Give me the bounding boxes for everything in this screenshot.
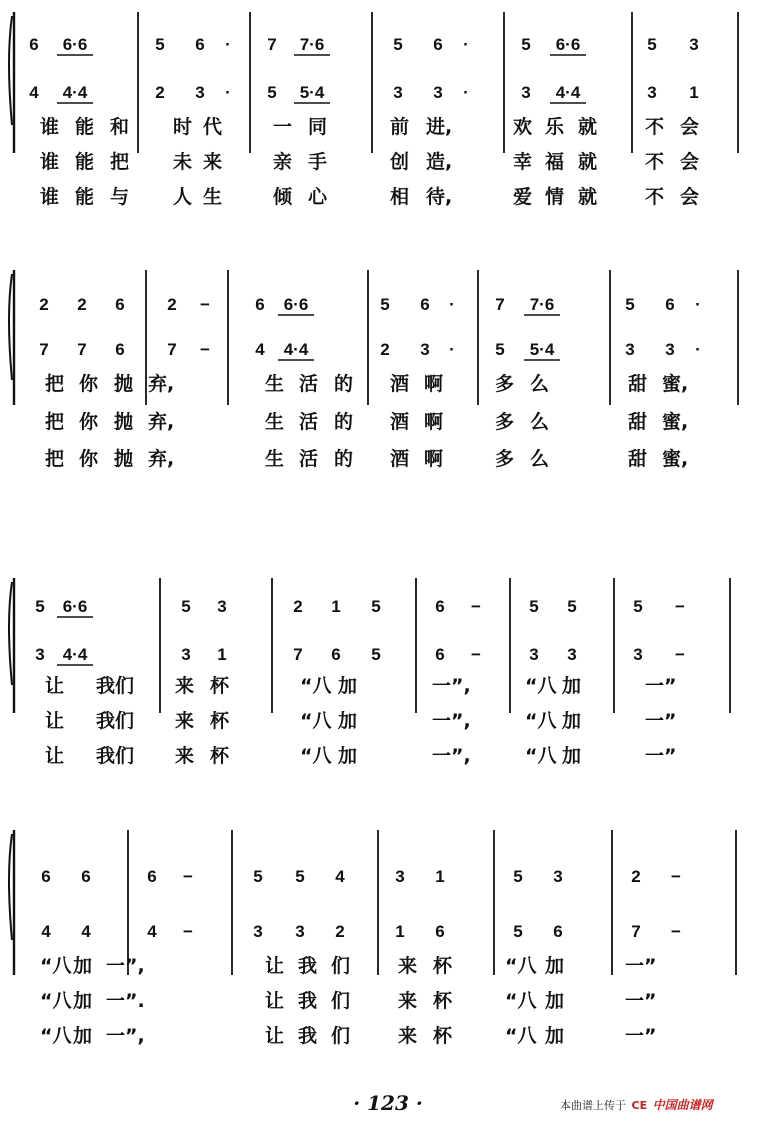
lyric-syllable: 会	[680, 116, 700, 138]
upper-note: 5	[625, 295, 635, 314]
lower-note: −	[671, 922, 681, 941]
lower-note: −	[471, 645, 481, 664]
upper-note: 5	[633, 597, 643, 616]
lyric-syllable: 让	[265, 1025, 285, 1047]
system-brace	[9, 834, 12, 940]
watermark	[560, 1096, 713, 1113]
lyric-syllable: 待,	[426, 186, 453, 208]
upper-note: 5	[380, 295, 390, 314]
upper-note: 7·6	[529, 295, 555, 314]
lyric-syllable: “八	[505, 1025, 537, 1047]
upper-note: 5	[371, 597, 381, 616]
lower-note: −	[675, 645, 685, 664]
lyric-syllable: 一”	[645, 745, 677, 767]
lyric-syllable: 酒	[390, 411, 410, 433]
lyric-syllable: 人	[173, 186, 193, 208]
lyric-syllable: 乐	[545, 116, 565, 138]
lyric-syllable: 让	[45, 675, 65, 697]
lyric-syllable: “八	[525, 745, 557, 767]
lyric-syllable: 甜	[628, 448, 648, 470]
upper-note: 6	[81, 867, 91, 886]
lyric-syllable: 我们	[96, 745, 135, 767]
lyric-syllable: 相	[390, 186, 410, 208]
upper-note: −	[471, 597, 481, 616]
upper-note: 5	[295, 867, 305, 886]
lyric-syllable: 一”,	[432, 745, 471, 767]
lyric-syllable: 手	[308, 151, 328, 173]
system-1	[9, 12, 738, 208]
lower-note: 4·4	[62, 645, 88, 664]
upper-note: 2	[39, 295, 49, 314]
lyric-syllable: 生	[265, 373, 285, 395]
lyric-syllable: 一”,	[106, 1025, 145, 1047]
lyric-syllable: 么	[530, 448, 550, 470]
upper-note: 2	[293, 597, 303, 616]
lyric-syllable: 同	[308, 116, 328, 138]
lyric-syllable: 一”,	[432, 675, 471, 697]
lyric-syllable: 多	[495, 448, 515, 470]
lower-note: 3	[420, 340, 430, 359]
lyric-syllable: 会	[680, 151, 700, 173]
lyric-syllable: 亲	[273, 151, 293, 173]
upper-note: 4	[335, 867, 345, 886]
upper-note: 7	[267, 35, 277, 54]
lyric-syllable: 杯	[210, 745, 230, 767]
lyric-syllable: “八	[505, 955, 537, 977]
lower-note: 5	[513, 922, 523, 941]
lyric-syllable: 我们	[96, 675, 135, 697]
lyric-syllable: 把	[45, 373, 65, 395]
lyric-syllable: 加	[562, 745, 582, 767]
lyric-syllable: 活	[299, 373, 319, 395]
lower-note: 4	[255, 340, 265, 359]
system-brace	[9, 274, 12, 380]
lyric-syllable: “八	[300, 745, 332, 767]
lower-note: 5	[267, 83, 277, 102]
lower-note: −	[200, 340, 210, 359]
upper-note: 7	[495, 295, 505, 314]
upper-note: 6	[255, 295, 265, 314]
lower-note: 1	[689, 83, 699, 102]
lyric-syllable: “八	[40, 955, 72, 977]
upper-note: 5	[529, 597, 539, 616]
lyric-syllable: “八	[525, 675, 557, 697]
lower-note: ·	[463, 83, 469, 102]
system-brace	[9, 582, 12, 685]
upper-note: 5	[393, 35, 403, 54]
lyric-syllable: 加	[73, 990, 93, 1012]
lyric-syllable: 一”,	[106, 955, 145, 977]
lyric-syllable: 让	[45, 745, 65, 767]
lower-note: 3	[393, 83, 403, 102]
system-brace	[9, 16, 12, 125]
lyric-syllable: 就	[578, 186, 598, 208]
upper-note: −	[183, 867, 193, 886]
lower-note: 6	[435, 922, 445, 941]
upper-note: 5	[567, 597, 577, 616]
lyric-syllable: 一”	[625, 990, 657, 1012]
lower-note: 3	[665, 340, 675, 359]
upper-note: 6	[420, 295, 430, 314]
lyric-syllable: 们	[331, 990, 351, 1012]
lower-note: 4	[81, 922, 91, 941]
lyric-syllable: 来	[203, 151, 223, 173]
lyric-syllable: 加	[338, 710, 358, 732]
lyric-syllable: 弃,	[148, 373, 175, 395]
lyric-syllable: 不	[645, 151, 665, 173]
lyric-syllable: 前	[390, 116, 410, 138]
lyric-syllable: “八	[300, 710, 332, 732]
lower-note: 3	[529, 645, 539, 664]
lower-note: 3	[253, 922, 263, 941]
upper-note: 6·6	[555, 35, 581, 54]
lyric-syllable: 们	[331, 955, 351, 977]
lyric-syllable: 多	[495, 373, 515, 395]
lyric-syllable: 一	[273, 116, 293, 138]
lyric-syllable: 加	[562, 675, 582, 697]
upper-note: ·	[695, 295, 701, 314]
lyric-syllable: 蜜,	[662, 448, 689, 470]
lyric-syllable: 生	[265, 448, 285, 470]
system-4	[9, 830, 736, 1047]
lower-note: 6	[553, 922, 563, 941]
upper-note: −	[200, 295, 210, 314]
lyric-syllable: 生	[203, 186, 223, 208]
lyric-syllable: “八	[300, 675, 332, 697]
lyric-syllable: 活	[299, 411, 319, 433]
lyric-syllable: 啊	[424, 411, 444, 433]
lyric-syllable: 不	[645, 116, 665, 138]
lyric-syllable: 把	[45, 448, 65, 470]
lyric-syllable: 蜜,	[662, 373, 689, 395]
lower-note: 2	[380, 340, 390, 359]
lyric-syllable: 酒	[390, 448, 410, 470]
lyric-syllable: 心	[308, 186, 328, 208]
lower-note: 1	[395, 922, 405, 941]
lyric-syllable: 的	[334, 373, 354, 395]
lyric-syllable: 加	[73, 1025, 93, 1047]
lyric-syllable: 和	[110, 116, 130, 138]
lyric-syllable: 弃,	[148, 448, 175, 470]
upper-note: ·	[463, 35, 469, 54]
upper-note: 5	[647, 35, 657, 54]
watermark-prefix: 本曲谱上传于	[560, 1099, 626, 1112]
upper-note: 6	[195, 35, 205, 54]
lower-note: 7	[631, 922, 641, 941]
lower-note: 6	[331, 645, 341, 664]
site-logo-icon: CE	[631, 1099, 648, 1112]
upper-note: −	[675, 597, 685, 616]
lyric-syllable: 多	[495, 411, 515, 433]
lyric-syllable: 活	[299, 448, 319, 470]
lower-note: 5	[495, 340, 505, 359]
upper-note: 2	[167, 295, 177, 314]
lyric-syllable: 加	[545, 1025, 565, 1047]
lower-note: 3	[521, 83, 531, 102]
upper-note: 6	[433, 35, 443, 54]
lyric-syllable: 加	[545, 955, 565, 977]
lyric-syllable: 就	[578, 116, 598, 138]
lower-note: 6	[435, 645, 445, 664]
lyric-syllable: 加	[73, 955, 93, 977]
upper-note: 3	[217, 597, 227, 616]
upper-note: 3	[553, 867, 563, 886]
lower-note: 3	[295, 922, 305, 941]
lyric-syllable: 欢	[513, 116, 533, 138]
lyric-syllable: 幸	[513, 151, 533, 173]
lower-note: 5·4	[529, 340, 555, 359]
lyric-syllable: 生	[265, 411, 285, 433]
lower-note: 3	[433, 83, 443, 102]
lyric-syllable: 杯	[433, 990, 453, 1012]
lyric-syllable: 加	[562, 710, 582, 732]
lyric-syllable: 来	[175, 745, 195, 767]
lyric-syllable: 不	[645, 186, 665, 208]
lyric-syllable: 我	[298, 990, 318, 1012]
upper-note: 6	[435, 597, 445, 616]
upper-note: 1	[435, 867, 445, 886]
lyric-syllable: 抛	[114, 448, 134, 470]
upper-note: 2	[631, 867, 641, 886]
lower-note: 3	[647, 83, 657, 102]
lower-note: 2	[155, 83, 165, 102]
lyric-syllable: “八	[40, 990, 72, 1012]
lyric-syllable: 我们	[96, 710, 135, 732]
lyric-syllable: 福	[545, 151, 565, 173]
lower-note: 2	[335, 922, 345, 941]
lyric-syllable: 么	[530, 373, 550, 395]
lyric-syllable: 谁	[40, 186, 60, 208]
upper-note: 6	[147, 867, 157, 886]
lyric-syllable: 倾	[273, 186, 293, 208]
lower-note: 4	[41, 922, 51, 941]
lyric-syllable: 的	[334, 448, 354, 470]
lower-note: 4·4	[62, 83, 88, 102]
page-number: · 123 ·	[353, 1091, 423, 1115]
lyric-syllable: 杯	[210, 675, 230, 697]
lyric-syllable: 啊	[424, 448, 444, 470]
lyric-syllable: 情	[545, 186, 565, 208]
system-3	[9, 578, 730, 767]
lyric-syllable: 来	[175, 710, 195, 732]
upper-note: 3	[689, 35, 699, 54]
lyric-syllable: 你	[79, 411, 99, 433]
upper-note: 6·6	[62, 35, 88, 54]
lyric-syllable: “八	[505, 990, 537, 1012]
lyric-syllable: 会	[680, 186, 700, 208]
upper-note: 6	[665, 295, 675, 314]
upper-note: 5	[513, 867, 523, 886]
lyric-syllable: 蜜,	[662, 411, 689, 433]
lower-note: −	[183, 922, 193, 941]
lower-note: ·	[695, 340, 701, 359]
upper-note: 3	[395, 867, 405, 886]
lyric-syllable: 谁	[40, 151, 60, 173]
lyric-syllable: 一”,	[432, 710, 471, 732]
lower-note: 4·4	[283, 340, 309, 359]
lyric-syllable: 弃,	[148, 411, 175, 433]
upper-note: −	[671, 867, 681, 886]
upper-note: 6	[41, 867, 51, 886]
lyric-syllable: 代	[203, 116, 223, 138]
upper-note: 7·6	[299, 35, 325, 54]
lyric-syllable: 把	[45, 411, 65, 433]
lower-note: 7	[77, 340, 87, 359]
lyric-syllable: 么	[530, 411, 550, 433]
upper-note: 1	[331, 597, 341, 616]
lower-note: 5·4	[299, 83, 325, 102]
lyric-syllable: 来	[175, 675, 195, 697]
upper-note: 6·6	[283, 295, 309, 314]
lyric-syllable: 杯	[433, 955, 453, 977]
lyric-syllable: 进,	[426, 116, 453, 138]
lyric-syllable: 把	[110, 151, 130, 173]
lyric-syllable: 能	[75, 116, 95, 138]
lower-note: 4	[29, 83, 39, 102]
upper-note: ·	[449, 295, 455, 314]
lower-note: 5	[371, 645, 381, 664]
lyric-syllable: 来	[398, 955, 418, 977]
upper-note: 5	[155, 35, 165, 54]
lyric-syllable: “八	[525, 710, 557, 732]
lyric-syllable: 我	[298, 1025, 318, 1047]
lower-note: 3	[195, 83, 205, 102]
lyric-syllable: 让	[265, 955, 285, 977]
lyric-syllable: 让	[265, 990, 285, 1012]
lyric-syllable: 就	[578, 151, 598, 173]
lyric-syllable: 一”	[625, 1025, 657, 1047]
lyric-syllable: 造,	[426, 151, 453, 173]
lower-note: 4·4	[555, 83, 581, 102]
lyric-syllable: 你	[79, 448, 99, 470]
lyric-syllable: 抛	[114, 411, 134, 433]
lyric-syllable: 一”	[645, 675, 677, 697]
lyric-syllable: 甜	[628, 411, 648, 433]
upper-note: 2	[77, 295, 87, 314]
lyric-syllable: 杯	[210, 710, 230, 732]
lyric-syllable: 你	[79, 373, 99, 395]
lyric-syllable: 未	[173, 151, 193, 173]
upper-note: 6·6	[62, 597, 88, 616]
upper-note: 5	[521, 35, 531, 54]
lyric-syllable: 抛	[114, 373, 134, 395]
lower-note: 3	[625, 340, 635, 359]
lyric-syllable: 加	[545, 990, 565, 1012]
lower-note: ·	[225, 83, 231, 102]
lyric-syllable: 甜	[628, 373, 648, 395]
lower-note: 1	[217, 645, 227, 664]
lyric-syllable: 杯	[433, 1025, 453, 1047]
lyric-syllable: 一”.	[106, 990, 145, 1012]
upper-note: 5	[35, 597, 45, 616]
lyric-syllable: 一”	[625, 955, 657, 977]
lower-note: 6	[115, 340, 125, 359]
lyric-syllable: 加	[338, 675, 358, 697]
lyric-syllable: 我	[298, 955, 318, 977]
system-2	[9, 270, 738, 470]
lyric-syllable: 创	[390, 151, 410, 173]
upper-note: 6	[29, 35, 39, 54]
lyric-syllable: 能	[75, 151, 95, 173]
upper-note: 6	[115, 295, 125, 314]
lyric-syllable: “八	[40, 1025, 72, 1047]
lyric-syllable: 加	[338, 745, 358, 767]
lyric-syllable: 与	[110, 186, 130, 208]
lyric-syllable: 让	[45, 710, 65, 732]
upper-note: 5	[253, 867, 263, 886]
lyric-syllable: 时	[173, 116, 193, 138]
upper-note: ·	[225, 35, 231, 54]
lyric-syllable: 能	[75, 186, 95, 208]
lower-note: 4	[147, 922, 157, 941]
lyric-syllable: 来	[398, 990, 418, 1012]
lower-note: 7	[39, 340, 49, 359]
lower-note: 7	[167, 340, 177, 359]
lyric-syllable: 一”	[645, 710, 677, 732]
lower-note: 3	[633, 645, 643, 664]
lyric-syllable: 来	[398, 1025, 418, 1047]
lyric-syllable: 爱	[513, 186, 533, 208]
lower-note: 7	[293, 645, 303, 664]
watermark-site: 中国曲谱网	[652, 1098, 713, 1112]
lower-note: ·	[449, 340, 455, 359]
lower-note: 3	[181, 645, 191, 664]
lyric-syllable: 们	[331, 1025, 351, 1047]
lyric-syllable: 的	[334, 411, 354, 433]
lyric-syllable: 啊	[424, 373, 444, 395]
lyric-syllable: 谁	[40, 116, 60, 138]
lower-note: 3	[35, 645, 45, 664]
upper-note: 5	[181, 597, 191, 616]
lyric-syllable: 酒	[390, 373, 410, 395]
lower-note: 3	[567, 645, 577, 664]
